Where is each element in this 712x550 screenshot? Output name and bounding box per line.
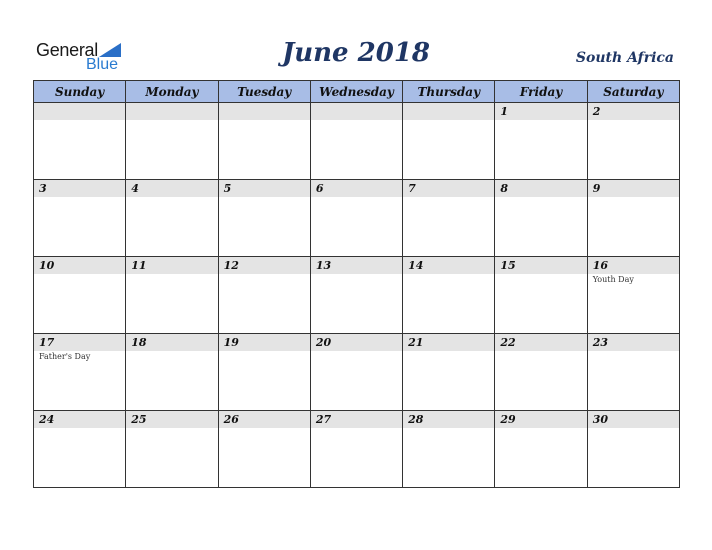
day-number-strip xyxy=(126,334,217,351)
day-number: 18 xyxy=(131,336,147,349)
day-number-strip xyxy=(311,334,402,351)
day-cell xyxy=(126,103,218,180)
week-row xyxy=(34,180,680,257)
day-number-strip xyxy=(311,103,402,120)
day-number-strip xyxy=(34,334,125,351)
day-cell xyxy=(587,411,679,488)
day-number: 22 xyxy=(500,336,516,349)
holiday-label: Father's Day xyxy=(39,352,91,361)
day-number: 9 xyxy=(592,182,601,195)
weekday-header: Wednesday xyxy=(310,81,402,103)
holiday-label: Youth Day xyxy=(592,275,634,284)
day-number-strip xyxy=(311,257,402,274)
day-number: 14 xyxy=(408,259,424,272)
day-cell xyxy=(587,180,679,257)
weekday-header: Saturday xyxy=(587,81,679,103)
day-cell xyxy=(495,411,587,488)
day-number: 11 xyxy=(131,259,147,272)
day-cell xyxy=(310,334,402,411)
day-number-strip xyxy=(403,103,494,120)
day-number-strip xyxy=(588,257,679,274)
day-cell xyxy=(403,103,495,180)
day-number: 29 xyxy=(500,413,516,426)
day-number-strip xyxy=(495,411,586,428)
day-number: 25 xyxy=(131,413,147,426)
week-row xyxy=(34,334,680,411)
day-number: 24 xyxy=(39,413,55,426)
day-number: 28 xyxy=(408,413,424,426)
day-number-strip xyxy=(219,180,310,197)
day-number-strip xyxy=(495,334,586,351)
day-cell xyxy=(495,334,587,411)
day-number: 20 xyxy=(315,336,332,349)
day-number-strip xyxy=(495,180,586,197)
logo-text-blue: Blue xyxy=(86,56,119,73)
day-number-strip xyxy=(126,180,217,197)
day-cell xyxy=(218,257,310,334)
day-number-strip xyxy=(219,103,310,120)
day-number: 12 xyxy=(223,259,239,272)
day-number-strip xyxy=(403,257,494,274)
day-number: 23 xyxy=(592,336,608,349)
day-cell xyxy=(126,257,218,334)
day-number-strip xyxy=(219,411,310,428)
day-number: 16 xyxy=(592,259,608,272)
day-number-strip xyxy=(311,180,402,197)
day-cell xyxy=(34,411,126,488)
day-number-strip xyxy=(311,411,402,428)
day-cell xyxy=(403,334,495,411)
day-number: 2 xyxy=(592,105,601,118)
day-number: 1 xyxy=(500,105,509,118)
day-cell xyxy=(218,411,310,488)
day-number: 3 xyxy=(39,182,47,195)
day-number-strip xyxy=(34,180,125,197)
day-number: 10 xyxy=(39,259,55,272)
day-cell xyxy=(310,257,402,334)
weekday-header: Friday xyxy=(495,81,587,103)
day-number: 8 xyxy=(500,182,509,195)
day-number-strip xyxy=(34,103,125,120)
day-number-strip xyxy=(403,411,494,428)
day-cell xyxy=(34,103,126,180)
week-row xyxy=(34,257,680,334)
day-number: 19 xyxy=(223,336,239,349)
day-cell xyxy=(126,180,218,257)
day-number-strip xyxy=(126,411,217,428)
week-row xyxy=(34,411,680,488)
day-cell xyxy=(218,334,310,411)
day-cell xyxy=(495,257,587,334)
day-number-strip xyxy=(219,257,310,274)
day-number-strip xyxy=(34,411,125,428)
day-number-strip xyxy=(588,103,679,120)
day-number: 27 xyxy=(315,413,332,426)
day-cell xyxy=(218,103,310,180)
day-number: 21 xyxy=(408,336,424,349)
day-number-strip xyxy=(495,257,586,274)
day-cell xyxy=(495,103,587,180)
day-cell xyxy=(310,411,402,488)
day-number: 13 xyxy=(315,259,332,272)
country-name: South Africa xyxy=(575,50,674,66)
day-cell xyxy=(34,334,126,411)
day-number: 15 xyxy=(500,259,516,272)
day-cell xyxy=(587,103,679,180)
day-cell xyxy=(218,180,310,257)
day-cell xyxy=(34,257,126,334)
weekday-header: Tuesday xyxy=(218,81,310,103)
day-number-strip xyxy=(495,103,586,120)
day-cell xyxy=(310,103,402,180)
day-number: 6 xyxy=(315,182,324,195)
day-number: 26 xyxy=(223,413,239,426)
day-cell xyxy=(587,334,679,411)
day-number-strip xyxy=(126,257,217,274)
day-cell xyxy=(126,411,218,488)
day-cell xyxy=(403,257,495,334)
day-cell xyxy=(403,180,495,257)
day-cell xyxy=(34,180,126,257)
day-cell xyxy=(403,411,495,488)
weekday-header: Sunday xyxy=(34,81,126,103)
logo-text-general: General xyxy=(36,40,98,60)
calendar-title: June 2018 xyxy=(281,38,431,68)
day-number-strip xyxy=(126,103,217,120)
weekday-header: Thursday xyxy=(403,81,495,103)
day-cell xyxy=(126,334,218,411)
day-number-strip xyxy=(219,334,310,351)
day-number-strip xyxy=(403,334,494,351)
day-number: 17 xyxy=(39,336,55,349)
day-number-strip xyxy=(588,180,679,197)
day-number-strip xyxy=(403,180,494,197)
day-cell xyxy=(587,257,679,334)
day-number: 7 xyxy=(408,182,416,195)
day-number-strip xyxy=(34,257,125,274)
day-number: 5 xyxy=(223,182,232,195)
day-number-strip xyxy=(588,334,679,351)
weekday-header: Monday xyxy=(126,81,218,103)
day-cell xyxy=(495,180,587,257)
calendar-grid xyxy=(33,80,680,488)
day-number-strip xyxy=(588,411,679,428)
day-number: 4 xyxy=(131,182,139,195)
weekday-header-row xyxy=(34,81,680,103)
day-cell xyxy=(310,180,402,257)
week-row xyxy=(34,103,680,180)
day-number: 30 xyxy=(592,413,608,426)
